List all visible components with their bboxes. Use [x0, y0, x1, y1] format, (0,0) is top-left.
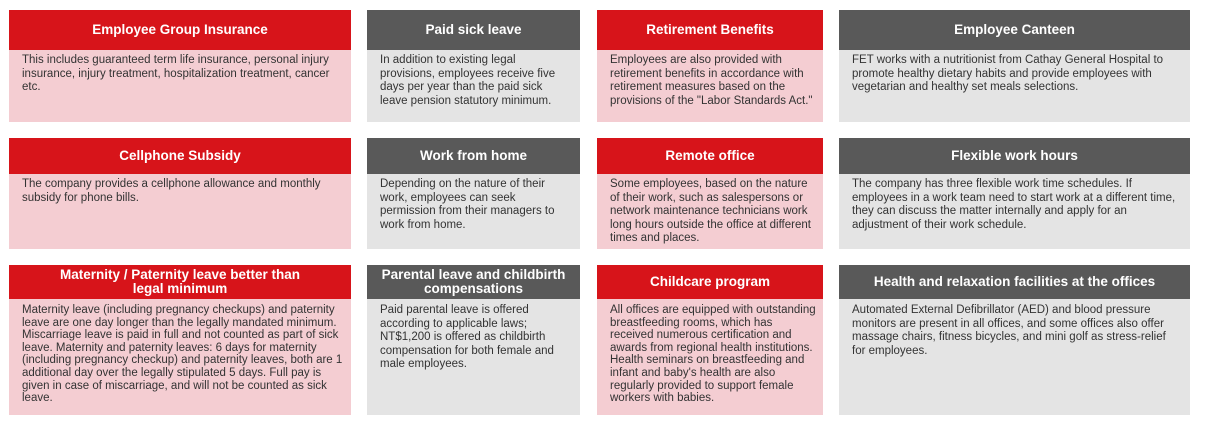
card-title: Cellphone Subsidy	[9, 138, 351, 174]
card-maternity-paternity-leave	[9, 265, 351, 415]
card-description: This includes guaranteed term life insurance, personal injury insurance, injury treatment, hospitalization treatment, cancer etc.	[9, 50, 351, 122]
card-remote-office	[597, 138, 823, 249]
card-description: Paid parental leave is offered according to applicable laws; NT$1,200 is offered as childbirth compensation for both female and male employees.	[367, 299, 580, 415]
card-description: Maternity leave (including pregnancy checkups) and paternity leave are one day longer than the legally mandated minimum. Miscarriage leave is paid in full and not counted as part of sick leave. Maternity and paternity leaves: 6 days for maternity (including pregnancy checkup) and paternity leaves, both are 1 additional day over the legally stipulated 5 days. Full pay is given in case of miscarriage, and will not be counted as sick leave.	[9, 299, 351, 415]
card-health-relaxation	[839, 265, 1190, 415]
card-title: Remote office	[597, 138, 823, 174]
card-title: Employee Canteen	[839, 10, 1190, 50]
card-title: Retirement Benefits	[597, 10, 823, 50]
card-description: All offices are equipped with outstanding breastfeeding rooms, which has received numerous certification and awards from regional health institutions. Health seminars on breastfeeding and infant and baby's health are also regularly provided to support female workers with babies.	[597, 299, 823, 415]
card-parental-leave	[367, 265, 580, 415]
card-retirement-benefits	[597, 10, 823, 122]
card-title: Work from home	[367, 138, 580, 174]
card-employee-group-insurance	[9, 10, 351, 122]
card-work-from-home	[367, 138, 580, 249]
card-title: Maternity / Paternity leave better than legal minimum	[9, 265, 351, 299]
card-description: FET works with a nutritionist from Cathay General Hospital to promote healthy dietary habits and provide employees with vegetarian and healthy set meals selections.	[839, 50, 1190, 122]
card-employee-canteen	[839, 10, 1190, 122]
card-title: Employee Group Insurance	[9, 10, 351, 50]
card-title: Flexible work hours	[839, 138, 1190, 174]
card-title: Childcare program	[597, 265, 823, 299]
card-description: In addition to existing legal provisions, employees receive five days per year than the paid sick leave pension statutory minimum.	[367, 50, 580, 122]
card-title: Paid sick leave	[367, 10, 580, 50]
card-childcare-program	[597, 265, 823, 415]
card-description: Depending on the nature of their work, employees can seek permission from their managers to work from home.	[367, 174, 580, 249]
card-flexible-work-hours	[839, 138, 1190, 249]
card-paid-sick-leave	[367, 10, 580, 122]
card-description: Employees are also provided with retirement benefits in accordance with retirement measures based on the provisions of the "Labor Standards Act."	[597, 50, 823, 122]
card-cellphone-subsidy	[9, 138, 351, 249]
card-description: Some employees, based on the nature of their work, such as salespersons or network maintenance technicians work long hours outside the office at different times and places.	[597, 174, 823, 249]
card-title: Health and relaxation facilities at the offices	[839, 265, 1190, 299]
card-description: The company provides a cellphone allowance and monthly subsidy for phone bills.	[9, 174, 351, 249]
card-title: Parental leave and childbirth compensations	[367, 265, 580, 299]
card-description: Automated External Defibrillator (AED) and blood pressure monitors are present in all offices, and some offices also offer massage chairs, fitness bicycles, and mini golf as stress-relief for employees.	[839, 299, 1190, 415]
card-description: The company has three flexible work time schedules. If employees in a work team need to start work at a different time, they can discuss the matter internally and apply for an adjustment of their work schedule.	[839, 174, 1190, 249]
